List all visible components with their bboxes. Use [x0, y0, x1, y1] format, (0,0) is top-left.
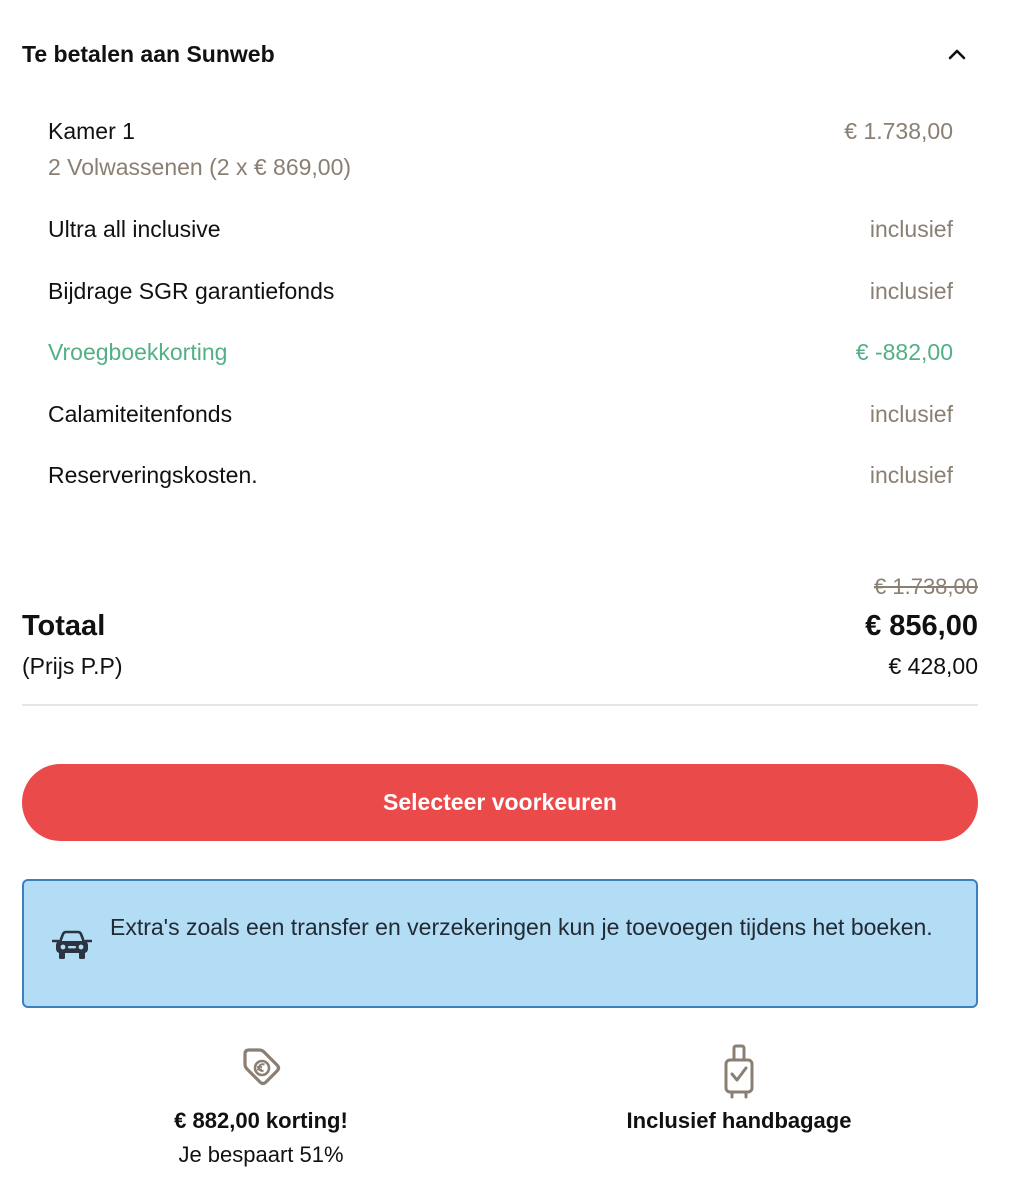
info-banner — [22, 879, 978, 1008]
total-row — [22, 610, 978, 643]
price-line-value: inclusief — [869, 278, 953, 304]
luggage-icon — [721, 1044, 757, 1100]
price-line — [48, 276, 953, 306]
per-person-value: € 428,00 — [888, 653, 978, 679]
usp-discount-title: € 882,00 korting! — [174, 1108, 348, 1133]
select-preferences-button[interactable]: Selecteer voorkeuren — [22, 764, 978, 841]
divider — [22, 704, 978, 706]
info-text: Extra's zoals een transfer en verzekeringen kun je toevoegen tijdens het boeken. — [110, 914, 933, 940]
price-line-value: inclusief — [869, 401, 953, 427]
price-line-value: inclusief — [869, 216, 953, 242]
price-line-label: Vroegboekkorting — [48, 339, 228, 365]
price-line — [48, 399, 953, 429]
price-line — [48, 460, 953, 490]
price-line-label: Bijdrage SGR garantiefonds — [48, 278, 335, 304]
discount-line — [48, 337, 953, 367]
room-line — [48, 116, 953, 146]
total-value: € 856,00 — [865, 610, 978, 642]
price-section-header[interactable] — [22, 26, 978, 82]
usp-luggage — [500, 1044, 978, 1138]
price-line — [48, 214, 953, 244]
room-label: Kamer 1 — [48, 118, 135, 144]
price-line-label: Reserveringskosten. — [48, 462, 258, 488]
price-line-value: € -882,00 — [855, 339, 953, 365]
usp-discount — [22, 1044, 500, 1172]
per-person-row — [22, 653, 978, 680]
price-line-value: inclusief — [869, 462, 953, 488]
price-tag-icon — [239, 1044, 283, 1100]
usp-discount-subtitle: Je bespaart 51% — [178, 1142, 344, 1167]
total-label: Totaal — [22, 610, 106, 642]
room-price: € 1.738,00 — [844, 118, 953, 144]
section-title: Te betalen aan Sunweb — [22, 40, 275, 67]
usp-luggage-title: Inclusief handbagage — [626, 1108, 852, 1133]
chevron-up-icon[interactable] — [940, 37, 974, 71]
price-line-label: Calamiteitenfonds — [48, 401, 233, 427]
price-line-label: Ultra all inclusive — [48, 216, 221, 242]
old-price: € 1.738,00 — [874, 574, 978, 599]
car-icon — [52, 929, 92, 961]
per-person-label: (Prijs P.P) — [22, 653, 123, 679]
room-detail: 2 Volwassenen (2 x € 869,00) — [48, 154, 352, 180]
